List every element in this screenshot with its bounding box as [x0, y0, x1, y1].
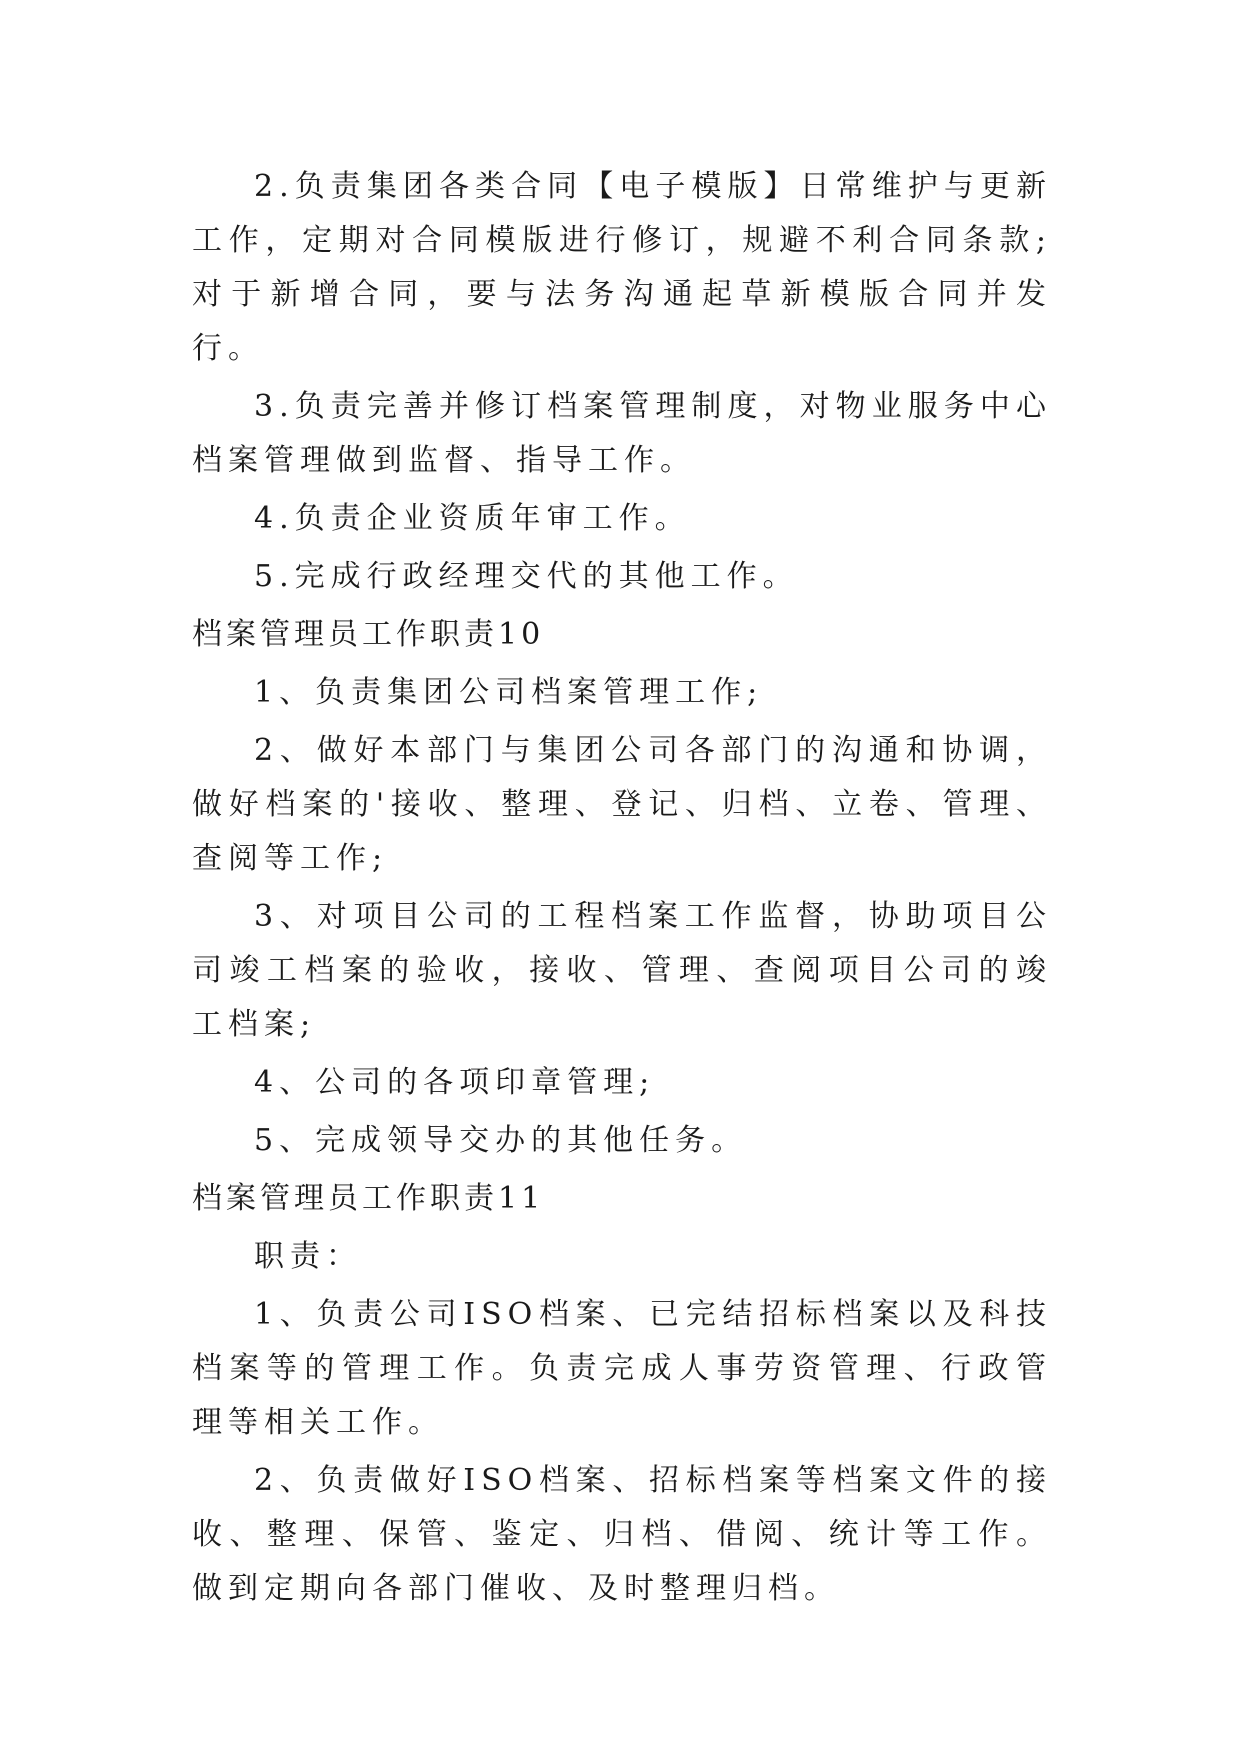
paragraph-s11-item-2: 2、负责做好ISO档案、招标档案等档案文件的接收、整理、保管、鉴定、归档、借阅、统计等工作。做到定期向各部门催收、及时整理归档。 [192, 1463, 1052, 1606]
paragraph-s11-duties-label: 职责： [254, 1239, 362, 1274]
document-page [192, 160, 1052, 1620]
section-heading-10: 档案管理员工作职责10 [192, 617, 545, 652]
paragraph-s10-item-1: 1、负责集团公司档案管理工作; [254, 675, 764, 710]
paragraph-s10-item-4: 4、公司的各项印章管理; [254, 1065, 656, 1100]
paragraph-item-3-archive-system: 3.负责完善并修订档案管理制度，对物业服务中心档案管理做到监督、指导工作。 [192, 389, 1052, 478]
paragraph-s10-item-2: 2、做好本部门与集团公司各部门的沟通和协调，做好档案的'接收、整理、登记、归档、立卷、管理、查阅等工作; [192, 733, 1052, 876]
paragraph-s10-item-5: 5、完成领导交办的其他任务。 [254, 1123, 748, 1158]
paragraph-item-4-qualification-review: 4.负责企业资质年审工作。 [254, 501, 691, 536]
paragraph-item-2-contract-templates: 2.负责集团各类合同【电子模版】日常维护与更新工作，定期对合同模版进行修订，规避不利合同条款;对于新增合同，要与法务沟通起草新模版合同并发行。 [192, 169, 1052, 366]
paragraph-item-5-other-tasks: 5.完成行政经理交代的其他工作。 [254, 559, 799, 594]
paragraph-s10-item-3: 3、对项目公司的工程档案工作监督，协助项目公司竣工档案的验收，接收、管理、查阅项目公司的竣工档案; [192, 899, 1052, 1042]
paragraph-s11-item-1: 1、负责公司ISO档案、已完结招标档案以及科技档案等的管理工作。负责完成人事劳资管理、行政管理等相关工作。 [192, 1297, 1052, 1440]
section-heading-11: 档案管理员工作职责11 [192, 1181, 545, 1216]
